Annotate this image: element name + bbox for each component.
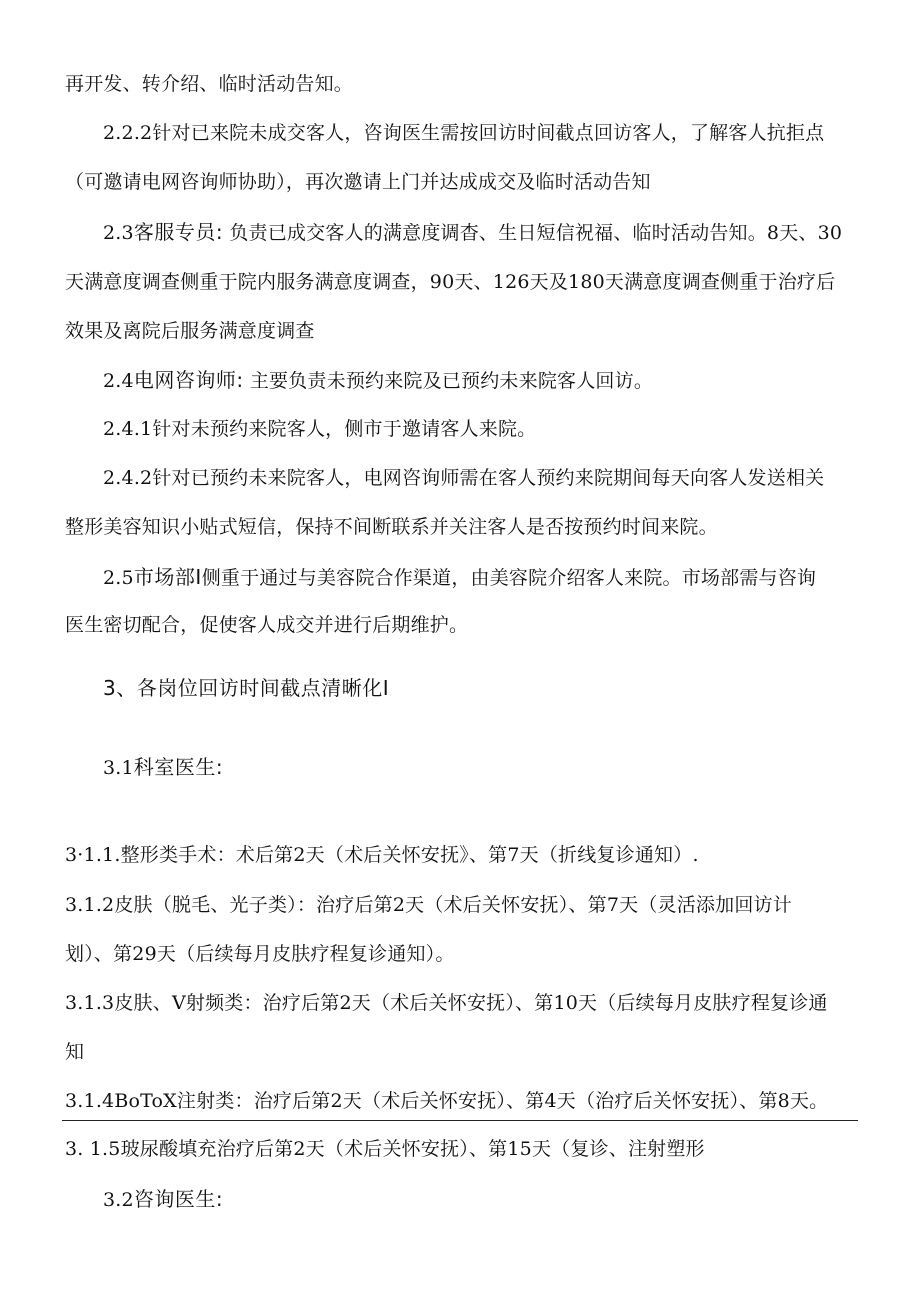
text-run: 侧重于通过与美容院合作渠道，由美容院介绍客人来院。市场部需与咨询 [201, 567, 817, 589]
section-number: 2.5 [103, 567, 134, 589]
section-title-consulting-doctor: 咨询医生: [133, 1187, 224, 1211]
section-number: 3.2 [103, 1189, 134, 1211]
text-line: （可邀请电网咨询师协助），再次邀请上门并达成成交及临时活动告知 [65, 171, 651, 193]
text-line: 整形美容知识小贴式短信，保持不间断联系并关注客人是否按预约时间来院。 [65, 516, 718, 538]
section-title-online-consultant: 电网咨询师: [133, 368, 244, 392]
text-line: 2.2.2针对已来院未成交客人，咨询医生需按回访时间截点回访客人，了解客人抗拒点 [103, 122, 825, 144]
section-2-3-line [103, 222, 842, 243]
section-title-marketing: 市场部I [133, 565, 202, 589]
section-number: 3.1 [103, 757, 134, 779]
horizontal-rule [62, 1120, 858, 1121]
section-number: 2.3 [103, 222, 134, 244]
text-run: 主要负责未预约来院及已预约未来院客人回访。 [249, 370, 654, 392]
section-number: 2.4 [103, 370, 134, 392]
text-run: 负责已成交客人的满意度调杳、生日短信祝福、临时活动告知。8天、30 [229, 222, 843, 244]
text-line: 2.4.2针对已预约未来院客人，电网咨询师需在客人预约来院期间每天向客人发送相关 [103, 467, 825, 489]
text-line: 天满意度调查侧重于院内服务满意度调查，90天、126天及180天满意度调查侧重于治疗后 [65, 271, 836, 293]
text-line: 再开发、转介绍、临时活动告知。 [65, 73, 354, 95]
section-2-5-line [103, 567, 816, 588]
text-line: 2.4.1针对未预约来院客人，侧市于邀请客人来院。 [103, 418, 537, 440]
section-2-4-line [103, 370, 653, 391]
section-3-2-line [103, 1189, 223, 1210]
text-line: 3.1.2皮肤（脱毛、光子类）：治疗后第2天（术后关怀安抚）、第7天（灵活添加回访计 [65, 894, 792, 916]
text-line: 3·1.1.整形类手术：术后第2天（术后关怀安抚》、第7天（折线复诊通知）. [65, 844, 699, 866]
text-line: 3. 1.5玻尿酸填充治疗后第2天（术后关怀安抚）、第15天（复诊、注射塑形 [65, 1138, 705, 1160]
section-3-1-line [103, 757, 223, 778]
text-line: 效果及离院后服务满意度调查 [65, 320, 315, 342]
section-title-department-doctor: 科室医生: [133, 755, 224, 779]
text-line: 3.1.4BoToX注射类：治疗后第2天（术后关怀安抚）、第4天（治疗后关怀安抚）、第8天。 [65, 1090, 829, 1112]
text-line: 医生密切配合，促使客人成交并进行后期维护。 [65, 614, 469, 636]
text-line: 知 [65, 1041, 85, 1063]
text-line: 划）、第29天（后续每月皮肤疗程复诊通知）。 [65, 943, 455, 965]
text-line: 3.1.3皮肤、V射频类：治疗后第2天（术后关怀安抚）、第10天（后续每月皮肤疗程复诊通 [65, 992, 828, 1014]
section-title-customer-service: 客服专员: [133, 220, 224, 244]
section-3-heading: 3、各岗位回访时间截点清晰化I [103, 676, 390, 700]
